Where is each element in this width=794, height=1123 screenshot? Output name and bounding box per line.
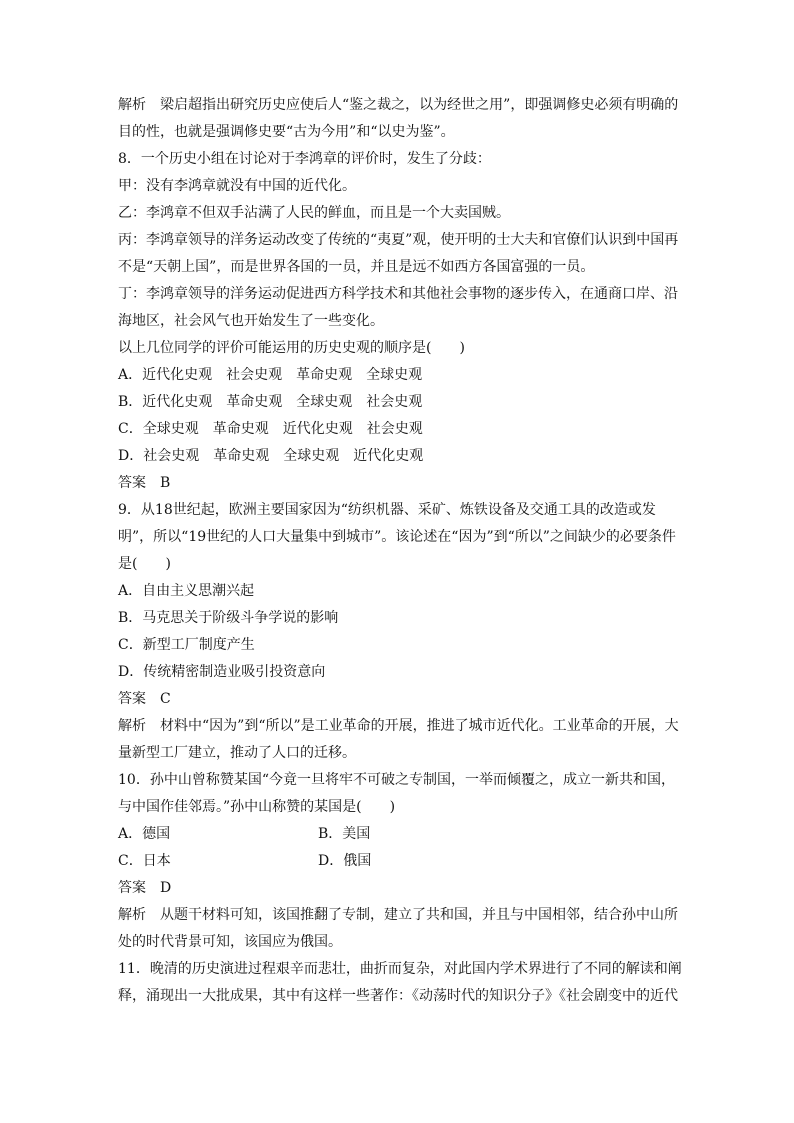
q8-view-bing: 丙：李鸿章领导的洋务运动改变了传统的“夷夏”观，使开明的士大夫和官僚们认识到中国再不是“天朝上国”，而是世界各国的一员，并且是远不如西方各国富强的一员。 — [118, 232, 679, 275]
q8-view-ding: 丁：李鸿章领导的洋务运动促进西方科学技术和其他社会事物的逐步传入，在通商口岸、沿海地区，社会风气也开始发生了一些变化。 — [118, 286, 678, 329]
q8-option-a: A．近代化史观 社会史观 革命史观 全球史观 — [118, 367, 423, 383]
q8-option-c: C．全球史观 革命史观 近代化史观 社会史观 — [118, 421, 423, 437]
q10-answer — [118, 875, 684, 902]
q7-analysis — [118, 92, 684, 146]
q10-stem: 10．孙中山曾称赞某国“今竟一旦将牢不可破之专制国，一举而倾覆之，成立一新共和国，与中国作佳邻焉。”孙中山称赞的某国是( ) — [118, 772, 675, 815]
q8-view-jia: 甲：没有李鸿章就没有中国的近代化。 — [118, 178, 356, 194]
q9-option-d: D．传统精密制造业吸引投资意向 — [118, 664, 326, 680]
q9-option-c: C．新型工厂制度产生 — [118, 637, 255, 653]
answer-value: C — [160, 691, 171, 707]
analysis-text: 梁启超指出研究历史应使后人“鉴之裁之，以为经世之用”，即强调修史必须有明确的目的性，也就是强调修史要“古为今用”和“以史为鉴”。 — [118, 97, 679, 140]
q8-question: 以上几位同学的评价可能运用的历史史观的顺序是( ) — [118, 340, 465, 356]
document-page — [118, 92, 684, 1010]
analysis-label: 解析 — [118, 907, 146, 923]
answer-label: 答案 — [118, 691, 146, 707]
answer-label: 答案 — [118, 475, 146, 491]
q9-answer — [118, 686, 684, 713]
answer-label: 答案 — [118, 880, 146, 896]
q10-option-c: C．日本 — [118, 853, 171, 869]
q8-stem: 8．一个历史小组在讨论对于李鸿章的评价时，发生了分歧： — [118, 151, 491, 167]
q10-options-row-1 — [118, 821, 684, 848]
q9-stem: 9．从18世纪起，欧洲主要国家因为“纺织机器、采矿、炼铁设备及交通工具的改造或发明”，所以“19世纪的人口大量集中到城市”。该论述在“因为”到“所以”之间缺少的必要条件是( ) — [118, 502, 676, 572]
q10-options-row-2 — [118, 848, 684, 875]
analysis-text: 从题干材料可知，该国推翻了专制，建立了共和国，并且与中国相邻，结合孙中山所处的时代背景可知，该国应为俄国。 — [118, 907, 678, 950]
q8-answer — [118, 470, 684, 497]
q10-option-b: B．美国 — [318, 826, 371, 842]
q10-option-a: A．德国 — [118, 826, 171, 842]
answer-value: D — [160, 880, 172, 896]
analysis-label: 解析 — [118, 718, 146, 734]
q10-analysis — [118, 902, 684, 956]
q9-option-a: A．自由主义思潮兴起 — [118, 583, 255, 599]
analysis-text: 材料中“因为”到“所以”是工业革命的开展，推进了城市近代化。工业革命的开展，大量新型工厂建立，推动了人口的迁移。 — [118, 718, 679, 761]
q8-option-d: D．社会史观 革命史观 全球史观 近代化史观 — [118, 448, 424, 464]
answer-value: B — [160, 475, 171, 491]
q9-analysis — [118, 713, 684, 767]
q9-option-b: B．马克思关于阶级斗争学说的影响 — [118, 610, 339, 626]
analysis-label: 解析 — [118, 97, 146, 113]
q8-view-yi: 乙：李鸿章不但双手沾满了人民的鲜血，而且是一个大卖国贼。 — [118, 205, 510, 221]
q11-stem: 11．晚清的历史演进过程艰辛而悲壮，曲折而复杂，对此国内学术界进行了不同的解读和阐释，涌现出一大批成果，其中有这样一些著作：《动荡时代的知识分子》《社会剧变中的近代 — [118, 961, 682, 1004]
q10-option-d: D．俄国 — [318, 853, 372, 869]
q8-option-b: B．近代化史观 革命史观 全球史观 社会史观 — [118, 394, 423, 410]
